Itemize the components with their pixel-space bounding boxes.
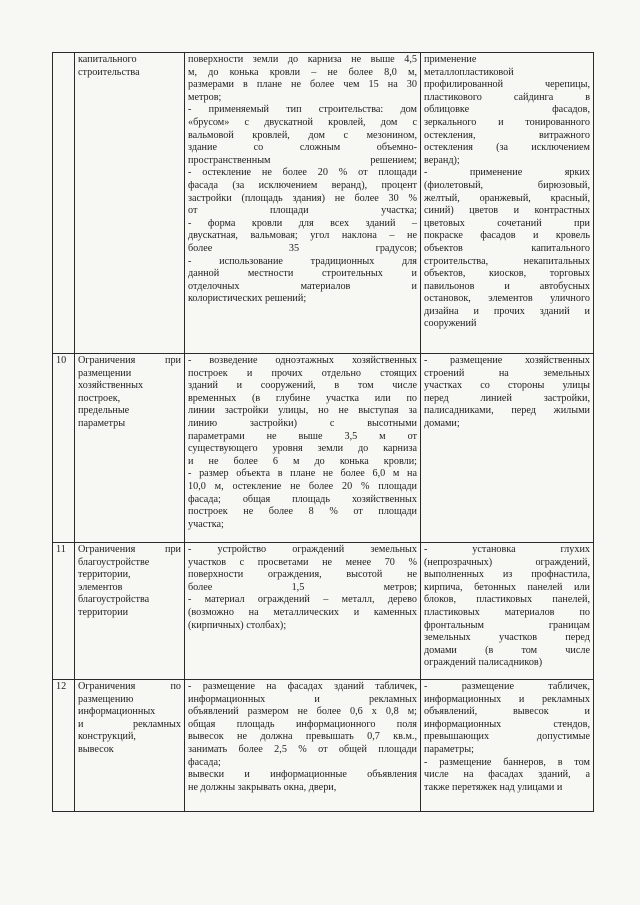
text-line: - размер объекта в плане не более 6,0 м на xyxy=(188,468,417,480)
text-line: - применяемый тип строительства: дом xyxy=(188,104,417,116)
text-line: выполненных из профнастила, xyxy=(424,569,590,581)
text-line: металлопластиковой xyxy=(424,66,514,78)
text-line: информационных и рекламных xyxy=(424,693,590,705)
text-line: (фиолетовый, бирюзовый, xyxy=(424,179,590,191)
text-line: существующего уровня земли до карниза xyxy=(188,443,417,455)
text-line: - применение ярких xyxy=(424,167,590,179)
text-line: благоустройстве xyxy=(78,556,150,568)
text-line: построек не более 8 % от площади xyxy=(188,506,417,518)
text-line: - форма кровли для всех зданий – xyxy=(188,217,417,229)
text-line: зданий и сооружений, в том числе xyxy=(188,380,417,392)
text-line: остекления, витражного xyxy=(424,129,590,141)
prohibited-cell xyxy=(421,680,594,812)
text-line: кирпича, бетонных панелей или xyxy=(424,581,590,593)
text-line: параметры; xyxy=(424,743,474,755)
text-line: информационных и рекламных xyxy=(188,693,417,705)
text-line: участков с просветами не менее 70 % xyxy=(188,556,417,568)
text-line: поверхности ограждения, высотой не xyxy=(188,569,417,581)
allowed-parameters-cell xyxy=(185,543,421,680)
text-line: перед линией застройки, xyxy=(424,392,590,404)
text-line: хозяйственных xyxy=(78,380,144,392)
text-line: Ограничения при xyxy=(78,355,181,366)
text-line: занимать более 2,5 % от общей площади xyxy=(188,743,417,755)
text-line: остановок, элементов уличного xyxy=(424,293,590,305)
text-line: вывески и информационные объявления xyxy=(188,769,417,781)
text-line: строительства, некапитальных xyxy=(424,255,590,267)
text-line: превышающих допустимые xyxy=(424,731,590,743)
text-line: благоустройства xyxy=(78,594,150,606)
text-line: капитального xyxy=(78,54,137,65)
text-line: также перетяжек над улицами и xyxy=(424,781,563,793)
text-line: «брусом» с двускатной кровлей, дом с xyxy=(188,116,417,128)
text-line: (возможно на металлических и каменных xyxy=(188,606,417,618)
prohibited-cell xyxy=(421,53,594,354)
text-line: домами (в том числе xyxy=(424,644,590,656)
text-line: построек и прочих отдельно стоящих xyxy=(188,367,417,379)
text-line: объектов капитального xyxy=(424,242,590,254)
text-line: предельные xyxy=(78,405,130,417)
text-line: - использование традиционных для xyxy=(188,255,417,267)
text-line: метров; xyxy=(188,91,222,103)
restriction-name-cell xyxy=(75,543,185,680)
prohibited-cell xyxy=(421,354,594,543)
text-line: - размещение хозяйственных xyxy=(424,355,590,366)
text-line: пластиковых материалов по xyxy=(424,606,590,618)
text-line: размещению xyxy=(78,693,134,705)
text-line: участках со стороны улицы xyxy=(424,380,590,392)
text-line: двускатная, вальмовая; угол наклона – не xyxy=(188,230,417,242)
text-line: параметры xyxy=(78,417,126,429)
text-line: - установка глухих xyxy=(424,544,590,555)
text-line: поверхности земли до карниза не выше 4,5 xyxy=(188,54,417,65)
table-row xyxy=(53,680,594,812)
text-line: и не более 6 м до конька кровли; xyxy=(188,455,417,467)
row-number xyxy=(53,680,75,812)
text-line: фасада; общая площадь хозяйственных xyxy=(188,493,417,505)
row-number-text: 12 xyxy=(56,681,67,692)
text-line: участка; xyxy=(188,518,224,530)
text-line: фронтальным границам xyxy=(424,619,590,631)
text-line: информационных стендов, xyxy=(424,718,590,730)
text-line: от площади участка; xyxy=(188,205,417,217)
text-line: остекления (за исключением xyxy=(424,142,590,154)
text-line: параметрами не выше 3,5 м от xyxy=(188,430,417,442)
restriction-name-cell xyxy=(75,354,185,543)
text-line: дизайна и прочих зданий и xyxy=(424,305,590,317)
text-line: 10,0 м, остекление не более 20 % площади xyxy=(188,480,417,492)
text-line: вывесок не должна превышать 0,7 кв.м., xyxy=(188,731,417,743)
text-line: линию застройки) с высотными xyxy=(188,417,417,429)
text-line: домами; xyxy=(424,417,460,429)
text-line: блоков, пластиковых панелей, xyxy=(424,594,590,606)
text-line: фасада (за исключением веранд), процент xyxy=(188,179,417,191)
text-line: более 1,5 метров; xyxy=(188,581,417,593)
text-line: территории xyxy=(78,606,129,618)
row-number-text: 10 xyxy=(56,355,67,366)
text-line: профилированной черепицы, xyxy=(424,79,590,91)
text-line: линии застройки улицы, но не выступая за xyxy=(188,405,417,417)
text-line: применение xyxy=(424,54,477,65)
row-number xyxy=(53,354,75,543)
text-line: пластикового сайдинга в xyxy=(424,91,590,103)
row-number xyxy=(53,543,75,680)
text-line: палисадниками, перед жилыми xyxy=(424,405,590,417)
text-line: - устройство ограждений земельных xyxy=(188,544,417,555)
text-line: цветовых сочетаний при xyxy=(424,217,590,229)
text-line: объявлений размером не более 0,6 х 0,8 м; xyxy=(188,706,417,718)
text-line: желтый, оранжевый, красный, xyxy=(424,192,590,204)
text-line: размерами в плане не более чем 15 на 30 xyxy=(188,79,417,91)
text-line: не должны закрывать окна, двери, xyxy=(188,781,337,793)
text-line: синий) цветов и контрастных xyxy=(424,205,590,217)
text-line: павильонов и автобусных xyxy=(424,280,590,292)
text-line: - возведение одноэтажных хозяйственных xyxy=(188,355,417,366)
text-line: размещении xyxy=(78,367,132,379)
text-line: строений на земельных xyxy=(424,367,590,379)
text-line: (непрозрачных) ограждений, xyxy=(424,556,590,568)
regulations-table xyxy=(52,52,594,812)
prohibited-cell xyxy=(421,543,594,680)
text-line: информационных xyxy=(78,706,156,718)
text-line: объявлений, вывесок и xyxy=(424,706,590,718)
text-line: сооружений xyxy=(424,318,477,330)
text-line: более 35 градусов; xyxy=(188,242,417,254)
text-line: общая площадь информационного поля xyxy=(188,718,417,730)
text-line: Ограничения по xyxy=(78,681,181,692)
text-line: здание со сложным объемно- xyxy=(188,142,417,154)
text-line: - остекление не более 20 % от площади xyxy=(188,167,417,179)
text-line: облицовке фасадов, xyxy=(424,104,590,116)
text-line: колористических решений; xyxy=(188,293,307,305)
text-line: ограждений палисадников) xyxy=(424,657,543,669)
text-line: зеркального и тонированного xyxy=(424,116,590,128)
table-row xyxy=(53,354,594,543)
allowed-parameters-cell xyxy=(185,53,421,354)
text-line: построек, xyxy=(78,392,121,404)
text-line: пространственным решением; xyxy=(188,154,417,166)
row-number-text: 11 xyxy=(56,544,66,555)
table-row xyxy=(53,543,594,680)
text-line: (кирпичных) столбах); xyxy=(188,619,287,631)
text-line: временных (в глубине участка или по xyxy=(188,392,417,404)
row-number xyxy=(53,53,75,354)
table-row xyxy=(53,53,594,354)
text-line: земельных участков перед xyxy=(424,632,590,644)
text-line: числе на фасадах зданий, а xyxy=(424,769,590,781)
text-line: вальмовой кровлей, дом с мезонином, xyxy=(188,129,417,141)
text-line: элементов xyxy=(78,581,123,593)
text-line: конструкций, xyxy=(78,731,136,743)
text-line: покраске фасадов и кровель xyxy=(424,230,590,242)
restriction-name-cell xyxy=(75,53,185,354)
text-line: веранд); xyxy=(424,154,460,166)
text-line: строительства xyxy=(78,66,140,78)
text-line: объектов, киосков, торговых xyxy=(424,268,590,280)
text-line: Ограничения при xyxy=(78,544,181,555)
text-line: территории, xyxy=(78,569,131,581)
text-line: - размещение на фасадах зданий табличек, xyxy=(188,681,417,692)
text-line: отделочных материалов и xyxy=(188,280,417,292)
text-line: м, до конька кровли – не более 8,0 м, xyxy=(188,66,417,78)
allowed-parameters-cell xyxy=(185,680,421,812)
text-line: вывесок xyxy=(78,743,114,755)
text-line: - размещение табличек, xyxy=(424,681,590,692)
text-line: - размещение баннеров, в том xyxy=(424,756,590,768)
allowed-parameters-cell xyxy=(185,354,421,543)
text-line: данной местности строительных и xyxy=(188,268,417,280)
text-line: - материал ограждений – металл, дерево xyxy=(188,594,417,606)
text-line: фасада; xyxy=(188,756,221,768)
text-line: и рекламных xyxy=(78,718,181,730)
text-line: застройки (площадь здания) не более 30 % xyxy=(188,192,417,204)
restriction-name-cell xyxy=(75,680,185,812)
